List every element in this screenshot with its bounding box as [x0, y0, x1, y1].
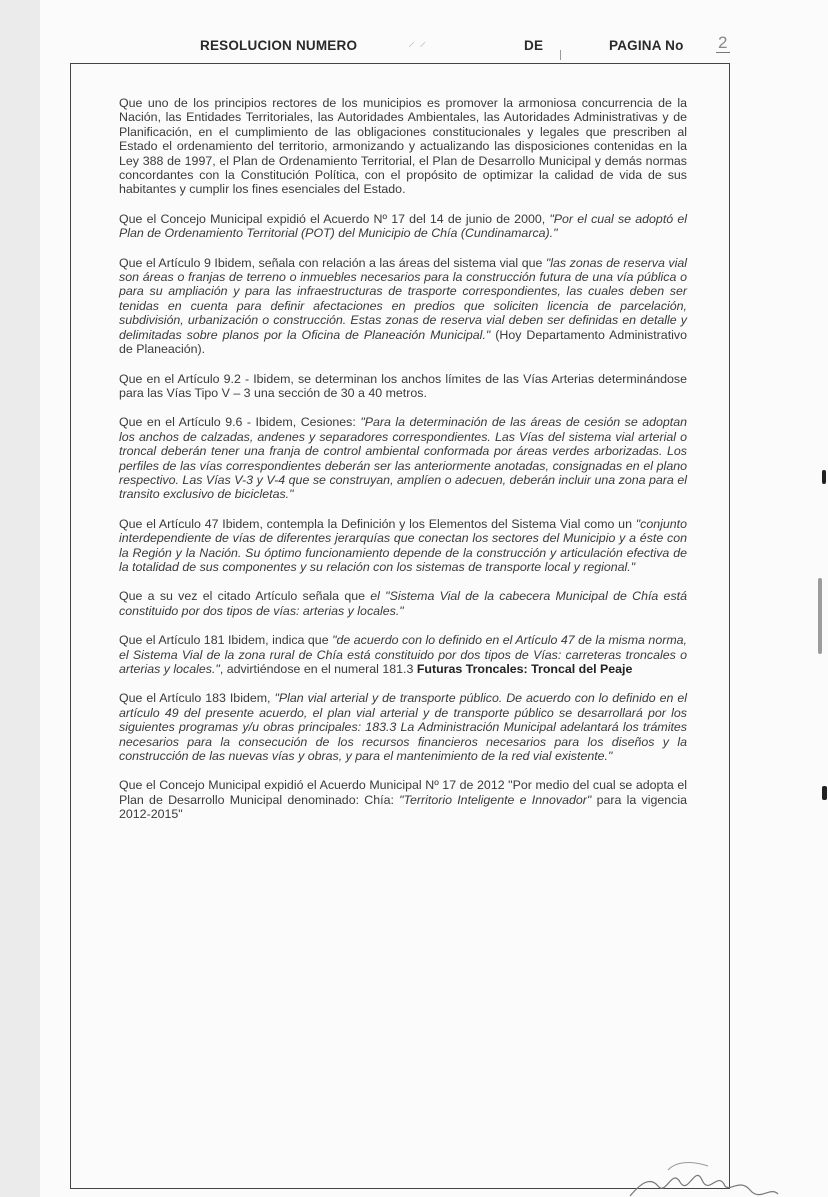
scrollbar-thumb[interactable]: [818, 578, 822, 654]
paragraph-text: (Hoy Departamento Administrativo de Planeación).: [119, 327, 687, 357]
paragraph-text: Que el Concejo Municipal expidió el Acuerdo Municipal Nº 17 de 2012 "Por medio del cual se adopta el Plan de Desarrollo Municipal denominado: Chía:: [119, 778, 687, 807]
paragraph: [119, 778, 687, 821]
paragraph: [119, 96, 687, 197]
quoted-text: "de acuerdo con lo definido en el Artículo 47 de la misma norma, el Sistema Vial de la zona rural de Chía está constituido por dos tipos de Vías: carreteras troncales o arterias y locales.": [119, 633, 687, 676]
resolution-title: RESOLUCION NUMERO: [200, 38, 358, 53]
paragraph: [119, 372, 687, 401]
paragraph: [119, 633, 687, 676]
edge-mark: [822, 470, 826, 484]
quoted-text: "Por el cual se adoptó el Plan de Ordenamiento Territorial (POT) del Municipio de Chía (Cundinamarca).": [119, 211, 687, 241]
paragraph: [119, 589, 687, 618]
header-tick-mark: [560, 50, 561, 60]
paragraph-text: Que en el Artículo 9.6 - Ibidem, Cesiones:: [119, 415, 361, 430]
paragraph-text: Que uno de los principios rectores de los municipios es promover la armoniosa concurrencia de la Nación, las Entidades Territoriales, las Autoridades Ambientales, las Autoridades Administrativas y de Planificación, en el cumplimiento de las obligaciones constitucionales y legales que prescriben al Estado el ordenamiento del territorio, armonizando y actualizando las disposiciones contenidas en la Ley 388 de 1997, el Plan de Ordenamiento Territorial, el Plan de Desarrollo Municipal y demás normas concordantes con la Constitución Política, con el propósito de optimizar la calidad de vida de sus habitantes y cumplir los fines esenciales del Estado.: [119, 96, 687, 197]
paragraph: [119, 256, 687, 357]
paragraph-text: Que a su vez el citado Artículo señala que: [119, 589, 371, 604]
paragraph: [119, 212, 687, 241]
page-number: 2: [718, 33, 728, 52]
paragraph-text: Que el Artículo 9 Ibidem, señala con relación a las áreas del sistema vial que: [119, 255, 546, 270]
signature-scribble: [580, 1156, 780, 1197]
quoted-text: "conjunto interdependiente de vías de diferentes jerarquías que conectan los sectores del Municipio y a éste con la Región y la Nación. Su óptimo funcionamiento depende de la construcción y articulación efectiva de la totalidad de sus componentes y su relación con los sistemas de transporte local y regional.": [119, 516, 687, 574]
quoted-text: "Territorio Inteligente e Innovador": [399, 792, 592, 807]
page-label: PAGINA No: [609, 38, 684, 53]
paragraph-text: , advirtiéndose en el numeral 181.3: [219, 662, 417, 676]
paragraph-text: Que el Concejo Municipal expidió el Acuerdo Nº 17 del 14 de junio de 2000,: [119, 211, 550, 226]
page-header: [40, 33, 828, 58]
quoted-text: el "Sistema Vial de la cabecera Municipal de Chía está constituido por dos tipos de vías: arterias y locales.": [119, 589, 687, 618]
quoted-text: "las zonas de reserva vial son áreas o franjas de terreno o inmuebles necesarios para la construcción futura de una vía pública o para su ampliación y para las infraestructuras de trasporte correspondientes, las cuales deben ser tenidas en cuenta para definir afectaciones en predios que soliciten licencia de parcelación, subdivisión, urbanización o construcción. Estas zonas de reserva vial deben ser definidas en detalle y delimitadas sobre planos por la Oficina de Planeación Municipal.": [119, 255, 687, 342]
quoted-text: "Para la determinación de las áreas de cesión se adoptan los anchos de calzadas, andenes y separadores correspondientes. Las Vías del sistema vial arterial o troncal deberán tener una franja de control ambiental conformada por áreas verdes arborizadas. Los perfiles de las vías correspondientes deberán ser las anteriormente anotadas, consignadas en el plano respectivo. Las Vías V-3 y V-4 que se construyan, amplíen o adecuen, deberán incluir una zona para el transito exclusivo de bicicletas.": [119, 415, 688, 502]
paragraph-text: Que el Artículo 47 Ibidem, contempla la Definición y los Elementos del Sistema Vial como un: [119, 516, 636, 531]
date-label: DE: [524, 38, 544, 53]
quoted-text: "Plan vial arterial y de transporte público. De acuerdo con lo definido en el artículo 49 del presente acuerdo, el plan vial arterial y de transporte público se desarrollará por los siguientes programas y/u obras principales: 183.3 La Administración Municipal adelantará los trámites necesarios para la consecución de los recursos financieros necesarios para los diseños y la construcción de las nuevas vías y obras, y para el mantenimiento de la red vial existente.": [119, 691, 688, 764]
paragraph-text: Que el Artículo 181 Ibidem, indica que: [119, 633, 333, 648]
resolution-number-mark: ⸝ ⸝: [408, 33, 427, 49]
edge-mark: [822, 786, 827, 800]
paragraph-text: Que en el Artículo 9.2 - Ibidem, se determinan los anchos límites de las Vías Arterias determinándose para las Vías Tipo V – 3 una sección de 30 a 40 metros.: [119, 371, 687, 400]
paragraph: [119, 691, 687, 763]
paragraph-text: Que el Artículo 183 Ibidem,: [119, 691, 275, 706]
paragraph: [119, 415, 687, 501]
document-body: [119, 96, 687, 837]
bold-text: Futuras Troncales: Troncal del Peaje: [416, 662, 633, 676]
paragraph: [119, 517, 687, 575]
paragraph-text: para la vigencia 2012-2015": [119, 792, 687, 822]
